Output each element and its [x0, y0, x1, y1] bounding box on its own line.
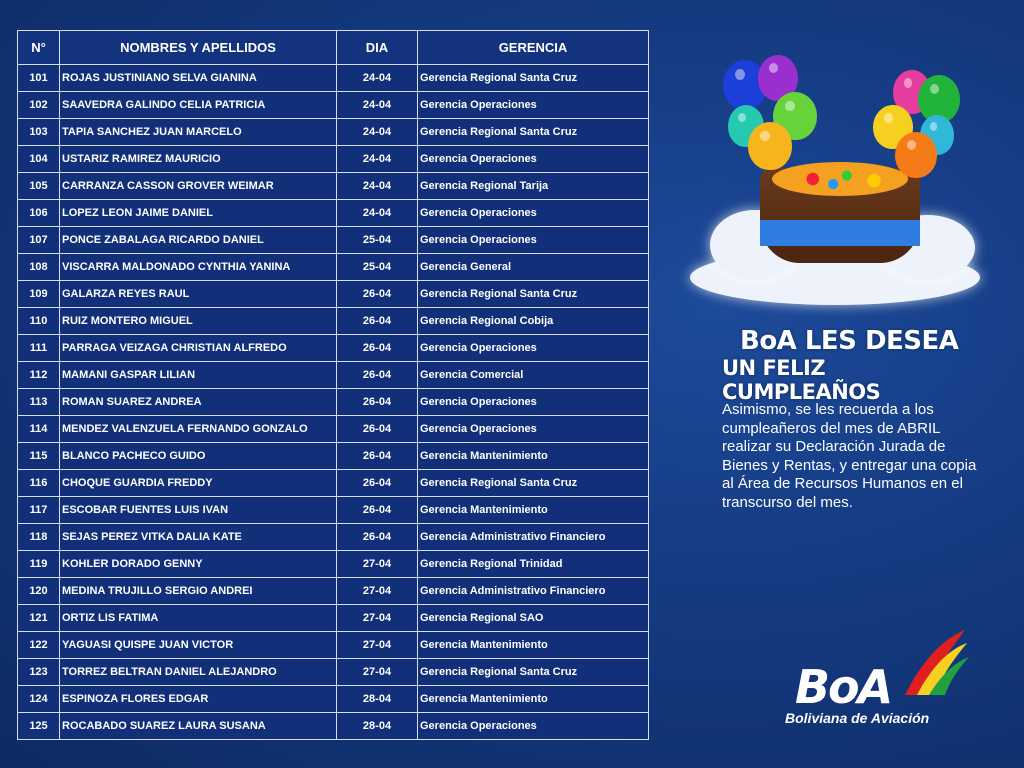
balloon	[895, 132, 937, 178]
table-row	[18, 281, 649, 308]
cell-name: BLANCO PACHECO GUIDO	[60, 443, 337, 470]
cell-department: Gerencia Regional Santa Cruz	[418, 470, 649, 497]
table-row	[18, 308, 649, 335]
table-row	[18, 713, 649, 740]
cell-day: 26-04	[337, 281, 418, 308]
cell-department: Gerencia Regional Tarija	[418, 173, 649, 200]
cell-number: 114	[18, 416, 60, 443]
cell-day: 27-04	[337, 605, 418, 632]
birthday-illustration	[680, 50, 990, 320]
table-row	[18, 551, 649, 578]
table-header-row	[18, 31, 649, 65]
cell-department: Gerencia Operaciones	[418, 200, 649, 227]
cell-name: CARRANZA CASSON GROVER WEIMAR	[60, 173, 337, 200]
cell-day: 27-04	[337, 632, 418, 659]
cake-ribbon	[760, 220, 920, 246]
cell-number: 116	[18, 470, 60, 497]
cell-day: 27-04	[337, 578, 418, 605]
cell-day: 26-04	[337, 497, 418, 524]
cell-day: 27-04	[337, 659, 418, 686]
cell-number: 103	[18, 119, 60, 146]
cell-name: KOHLER DORADO GENNY	[60, 551, 337, 578]
table-row	[18, 497, 649, 524]
cell-number: 122	[18, 632, 60, 659]
cell-number: 101	[18, 65, 60, 92]
cell-department: Gerencia Regional Santa Cruz	[418, 281, 649, 308]
cell-number: 112	[18, 362, 60, 389]
table-body	[18, 65, 649, 740]
cell-day: 26-04	[337, 362, 418, 389]
cell-department: Gerencia Operaciones	[418, 389, 649, 416]
cell-department: Gerencia Regional Trinidad	[418, 551, 649, 578]
logo-swoosh-icon	[895, 625, 975, 700]
cell-name: PARRAGA VEIZAGA CHRISTIAN ALFREDO	[60, 335, 337, 362]
table-row	[18, 200, 649, 227]
cell-name: ORTIZ LIS FATIMA	[60, 605, 337, 632]
cell-day: 24-04	[337, 119, 418, 146]
cell-number: 119	[18, 551, 60, 578]
table-row	[18, 659, 649, 686]
cell-number: 121	[18, 605, 60, 632]
cell-number: 124	[18, 686, 60, 713]
table-row	[18, 605, 649, 632]
cell-day: 24-04	[337, 92, 418, 119]
column-header-day: DIA	[337, 31, 418, 65]
table-row	[18, 65, 649, 92]
cell-name: TAPIA SANCHEZ JUAN MARCELO	[60, 119, 337, 146]
cell-day: 26-04	[337, 335, 418, 362]
cell-name: CHOQUE GUARDIA FREDDY	[60, 470, 337, 497]
table-row	[18, 686, 649, 713]
cell-number: 109	[18, 281, 60, 308]
cell-department: Gerencia Operaciones	[418, 713, 649, 740]
cell-day: 25-04	[337, 254, 418, 281]
cell-department: Gerencia Operaciones	[418, 227, 649, 254]
cell-day: 26-04	[337, 443, 418, 470]
cell-name: SAAVEDRA GALINDO CELIA PATRICIA	[60, 92, 337, 119]
cell-number: 105	[18, 173, 60, 200]
cell-department: Gerencia Regional Cobija	[418, 308, 649, 335]
cell-day: 26-04	[337, 470, 418, 497]
cell-number: 115	[18, 443, 60, 470]
cell-number: 102	[18, 92, 60, 119]
logo-subtitle: Boliviana de Aviación	[785, 710, 930, 726]
cell-name: ROMAN SUAREZ ANDREA	[60, 389, 337, 416]
column-header-name: NOMBRES Y APELLIDOS	[60, 31, 337, 65]
table-row	[18, 470, 649, 497]
cell-number: 104	[18, 146, 60, 173]
cell-number: 125	[18, 713, 60, 740]
table-row	[18, 254, 649, 281]
cell-name: GALARZA REYES RAUL	[60, 281, 337, 308]
cell-department: Gerencia Regional Santa Cruz	[418, 119, 649, 146]
table-row	[18, 335, 649, 362]
cell-name: SEJAS PEREZ VITKA DALIA KATE	[60, 524, 337, 551]
cell-number: 118	[18, 524, 60, 551]
table-row	[18, 632, 649, 659]
table-row	[18, 389, 649, 416]
column-header-number: N°	[18, 31, 60, 65]
cell-department: Gerencia Regional Santa Cruz	[418, 659, 649, 686]
cell-department: Gerencia Mantenimiento	[418, 686, 649, 713]
cell-name: RUIZ MONTERO MIGUEL	[60, 308, 337, 335]
balloon	[748, 122, 792, 170]
cell-day: 24-04	[337, 173, 418, 200]
cell-day: 26-04	[337, 524, 418, 551]
cell-department: Gerencia Regional SAO	[418, 605, 649, 632]
cell-department: Gerencia Operaciones	[418, 92, 649, 119]
cell-day: 24-04	[337, 200, 418, 227]
cell-number: 108	[18, 254, 60, 281]
cell-day: 28-04	[337, 713, 418, 740]
cell-name: PONCE ZABALAGA RICARDO DANIEL	[60, 227, 337, 254]
cell-department: Gerencia Mantenimiento	[418, 497, 649, 524]
column-header-department: GERENCIA	[418, 31, 649, 65]
cell-name: TORREZ BELTRAN DANIEL ALEJANDRO	[60, 659, 337, 686]
cell-department: Gerencia Operaciones	[418, 146, 649, 173]
table-row	[18, 146, 649, 173]
cell-number: 111	[18, 335, 60, 362]
cell-department: Gerencia Mantenimiento	[418, 443, 649, 470]
table-row	[18, 362, 649, 389]
cell-name: ROJAS JUSTINIANO SELVA GIANINA	[60, 65, 337, 92]
table-row	[18, 119, 649, 146]
cell-department: Gerencia Comercial	[418, 362, 649, 389]
cell-number: 123	[18, 659, 60, 686]
cell-department: Gerencia Administrativo Financiero	[418, 578, 649, 605]
cell-name: ESPINOZA FLORES EDGAR	[60, 686, 337, 713]
cell-day: 26-04	[337, 389, 418, 416]
cell-department: Gerencia Mantenimiento	[418, 632, 649, 659]
cell-day: 26-04	[337, 416, 418, 443]
cell-department: Gerencia Administrativo Financiero	[418, 524, 649, 551]
cell-name: MAMANI GASPAR LILIAN	[60, 362, 337, 389]
headline-line-1: BoA LES DESEA	[740, 326, 959, 356]
cell-number: 110	[18, 308, 60, 335]
table-row	[18, 524, 649, 551]
cell-name: YAGUASI QUISPE JUAN VICTOR	[60, 632, 337, 659]
cell-name: MEDINA TRUJILLO SERGIO ANDREI	[60, 578, 337, 605]
cell-number: 107	[18, 227, 60, 254]
cell-name: MENDEZ VALENZUELA FERNANDO GONZALO	[60, 416, 337, 443]
table-row	[18, 578, 649, 605]
cell-department: Gerencia Regional Santa Cruz	[418, 65, 649, 92]
logo-wordmark: BoA	[795, 660, 892, 714]
table-row	[18, 92, 649, 119]
cell-day: 27-04	[337, 551, 418, 578]
cell-number: 117	[18, 497, 60, 524]
cell-name: LOPEZ LEON JAIME DANIEL	[60, 200, 337, 227]
headline-line-2: UN FELIZ CUMPLEAÑOS	[722, 356, 881, 404]
cell-name: VISCARRA MALDONADO CYNTHIA YANINA	[60, 254, 337, 281]
cell-day: 25-04	[337, 227, 418, 254]
reminder-note: Asimismo, se les recuerda a los cumpleañeros del mes de ABRIL realizar su Declaración Jurada de Bienes y Rentas, y entregar una copia al Área de Recursos Humanos en el transcurso del mes.	[722, 401, 977, 511]
cell-day: 28-04	[337, 686, 418, 713]
table-row	[18, 416, 649, 443]
cell-day: 26-04	[337, 308, 418, 335]
birthday-table	[17, 30, 649, 740]
cell-department: Gerencia Operaciones	[418, 335, 649, 362]
candies	[772, 162, 908, 196]
table-row	[18, 227, 649, 254]
cell-name: USTARIZ RAMIREZ MAURICIO	[60, 146, 337, 173]
cell-department: Gerencia Operaciones	[418, 416, 649, 443]
table-row	[18, 443, 649, 470]
cell-day: 24-04	[337, 146, 418, 173]
cell-number: 106	[18, 200, 60, 227]
cell-name: ROCABADO SUAREZ LAURA SUSANA	[60, 713, 337, 740]
cell-number: 120	[18, 578, 60, 605]
cell-name: ESCOBAR FUENTES LUIS IVAN	[60, 497, 337, 524]
table-row	[18, 173, 649, 200]
cell-department: Gerencia General	[418, 254, 649, 281]
cell-number: 113	[18, 389, 60, 416]
cell-day: 24-04	[337, 65, 418, 92]
